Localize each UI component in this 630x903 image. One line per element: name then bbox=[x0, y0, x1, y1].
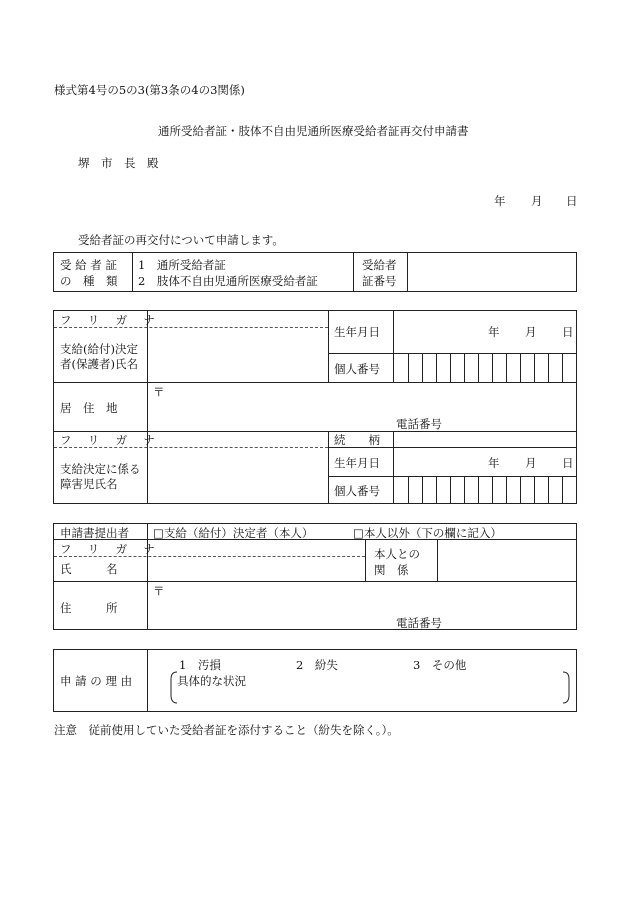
certificate-type-label-2: の 種 類 bbox=[60, 274, 118, 288]
recipient-birth-month: 月 bbox=[525, 325, 537, 339]
child-relation-field[interactable] bbox=[396, 432, 574, 446]
recipient-birth-day: 日 bbox=[562, 325, 574, 339]
recipient-furigana-label: フ リ ガ ナ bbox=[60, 313, 162, 327]
submitter-address-field[interactable] bbox=[150, 597, 574, 613]
submitter-furigana-field[interactable] bbox=[150, 541, 362, 555]
child-name-label-1: 支給決定に係る bbox=[60, 462, 141, 476]
submitter-phone-label: 電話番号 bbox=[396, 616, 442, 630]
date-month-label: 月 bbox=[531, 194, 543, 208]
recipient-phone-label: 電話番号 bbox=[396, 417, 442, 431]
child-furigana-field[interactable] bbox=[150, 432, 326, 446]
child-name-label-2: 障害児氏名 bbox=[60, 477, 118, 491]
submitter-relation-label-2: 関 係 bbox=[374, 563, 409, 577]
child-id-number-label: 個人番号 bbox=[334, 484, 380, 498]
certificate-type-label-1: 受 給 者 証 bbox=[60, 258, 117, 272]
reason-option-loss[interactable]: 2 紛失 bbox=[296, 658, 338, 672]
recipient-furigana-field[interactable] bbox=[150, 312, 326, 326]
recipient-id-number-label: 個人番号 bbox=[334, 362, 380, 376]
submitter-name-label: 氏 名 bbox=[60, 562, 118, 576]
reason-option-other[interactable]: 3 その他 bbox=[413, 658, 467, 672]
submitter-relation-field[interactable] bbox=[440, 541, 574, 579]
certificate-number-field[interactable] bbox=[408, 253, 576, 291]
recipient-name-label-1: 支給(給付)決定 bbox=[60, 342, 138, 356]
recipient-postal-mark: 〒 bbox=[153, 385, 165, 399]
addressee: 堺 市 長 殿 bbox=[78, 156, 159, 170]
recipient-address-label: 居 住 地 bbox=[60, 401, 118, 415]
submitter-address-label: 住 所 bbox=[60, 601, 118, 615]
date-year-label: 年 bbox=[494, 194, 506, 208]
recipient-name-field[interactable] bbox=[150, 330, 326, 380]
child-birth-year: 年 bbox=[488, 456, 500, 470]
certificate-option-2[interactable]: 2 肢体不自由児通所医療受給者証 bbox=[138, 274, 318, 288]
certificate-number-label-1: 受給者 bbox=[362, 258, 397, 272]
child-name-field[interactable] bbox=[150, 450, 326, 502]
submitter-postal-mark: 〒 bbox=[153, 584, 165, 598]
certificate-number-label-2: 証番号 bbox=[362, 274, 397, 288]
submitter-label: 申請書提出者 bbox=[60, 526, 129, 540]
recipient-birth-year: 年 bbox=[488, 325, 500, 339]
certificate-option-1[interactable]: 1 通所受給者証 bbox=[138, 258, 226, 272]
reason-details-field[interactable] bbox=[178, 688, 562, 704]
submitter-relation-label-1: 本人との bbox=[374, 547, 420, 561]
submitter-name-field[interactable] bbox=[150, 559, 362, 579]
recipient-birthdate-label: 生年月日 bbox=[334, 325, 380, 339]
submitter-option-other[interactable]: □本人以外（下の欄に記入） bbox=[353, 526, 502, 540]
child-birth-day: 日 bbox=[562, 456, 574, 470]
reason-label: 申 請 の 理 由 bbox=[60, 674, 133, 688]
submitter-furigana-label: フ リ ガ ナ bbox=[60, 542, 162, 556]
reason-option-damage[interactable]: 1 汚損 bbox=[179, 658, 221, 672]
recipient-name-label-2: 者(保護者)氏名 bbox=[60, 357, 138, 371]
submitter-option-self[interactable]: □支給（給付）決定者（本人） bbox=[153, 526, 314, 540]
form-number: 様式第4号の5の3(第3条の4の3関係) bbox=[54, 83, 245, 97]
child-relation-label: 続 柄 bbox=[334, 433, 380, 447]
footer-note: 注意 従前使用していた受給者証を添付すること（紛失を除く。）。 bbox=[54, 723, 399, 737]
reason-details-label: 具体的な状況 bbox=[177, 674, 246, 688]
recipient-address-field[interactable] bbox=[150, 398, 574, 414]
child-birthdate-label: 生年月日 bbox=[334, 456, 380, 470]
child-birth-month: 月 bbox=[525, 456, 537, 470]
intro-text: 受給者証の再交付について申請します。 bbox=[78, 233, 284, 247]
date-day-label: 日 bbox=[566, 194, 578, 208]
child-furigana-label: フ リ ガ ナ bbox=[60, 433, 162, 447]
form-title: 通所受給者証・肢体不自由児通所医療受給者証再交付申請書 bbox=[158, 124, 469, 138]
